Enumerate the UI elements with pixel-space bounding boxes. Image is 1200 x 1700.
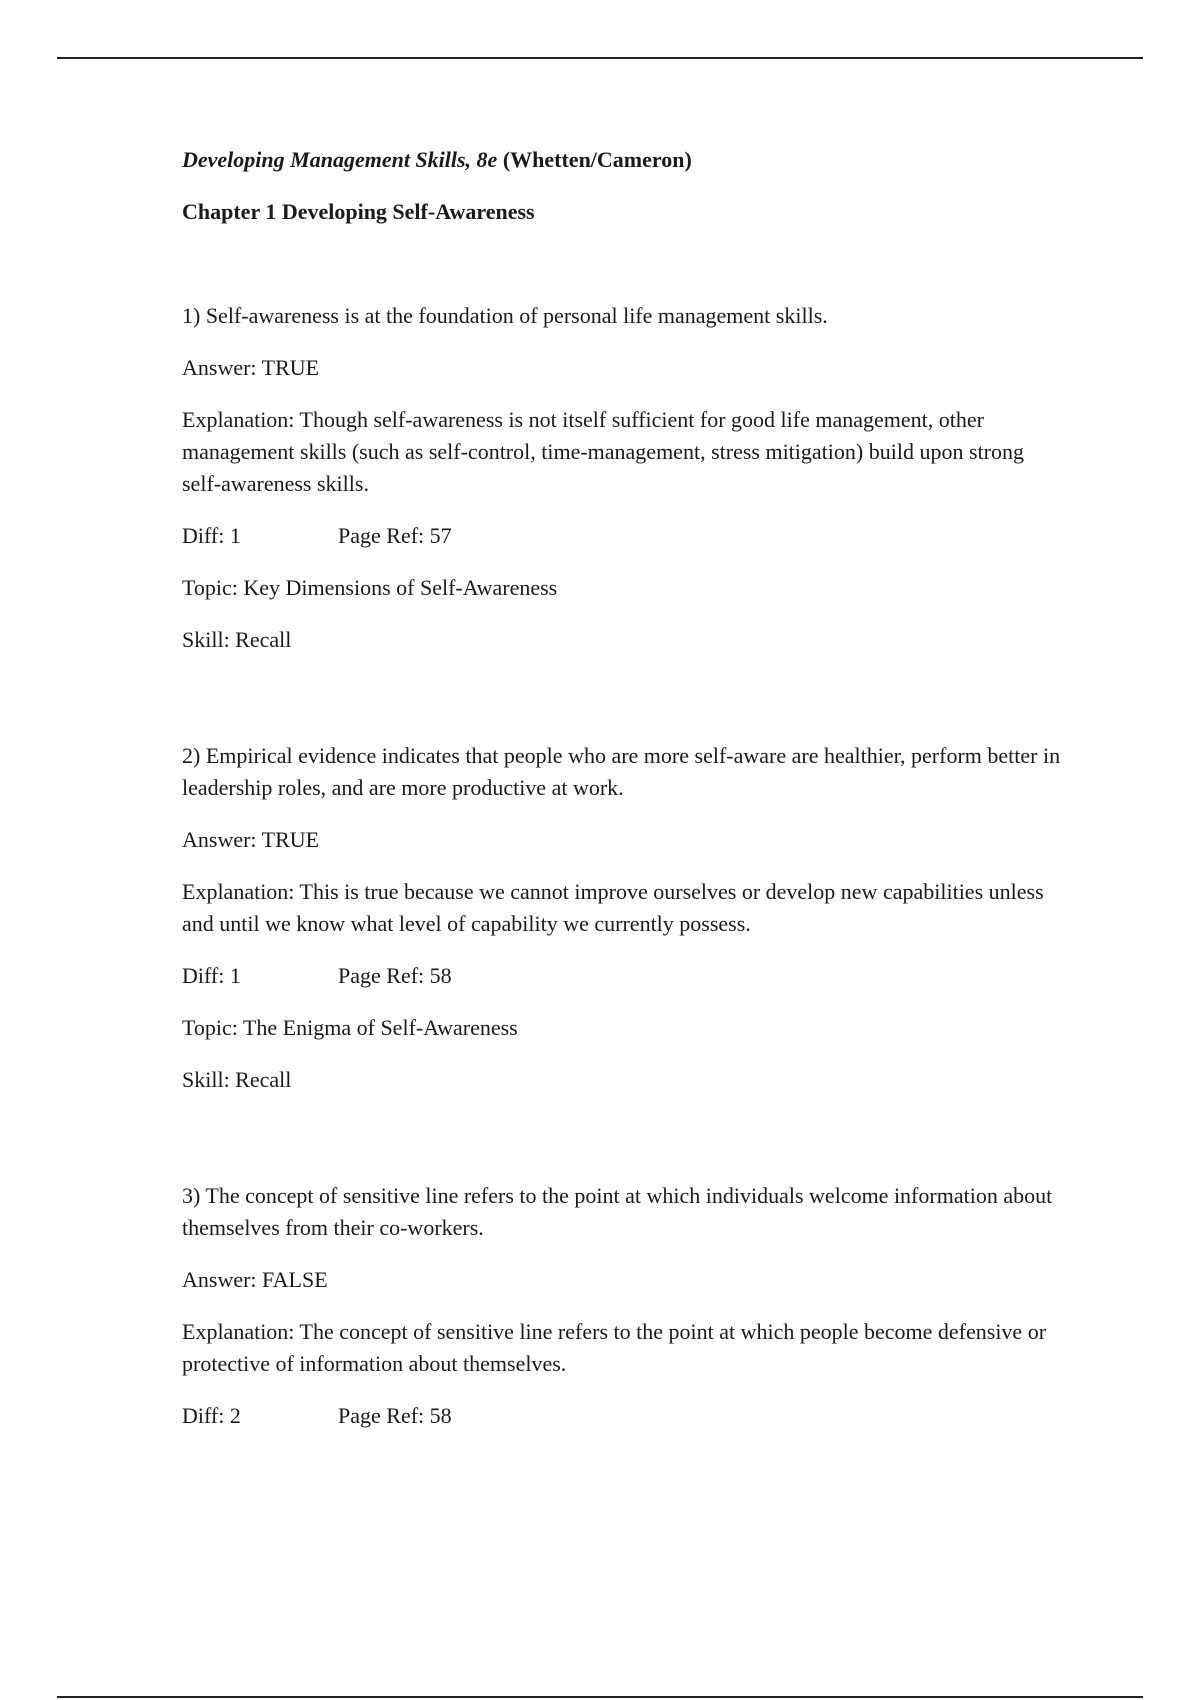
question-meta-row (182, 960, 1062, 992)
question-explanation: Explanation: The concept of sensitive line refers to the point at which people become defensive or protective of information about themselves. (182, 1319, 1047, 1376)
question-topic: Topic: Key Dimensions of Self-Awareness (182, 575, 558, 600)
question-skill: Skill: Recall (182, 1067, 292, 1092)
question-page-ref: Page Ref: 58 (338, 1403, 452, 1428)
question-answer: Answer: TRUE (182, 355, 320, 380)
question-answer: Answer: TRUE (182, 827, 320, 852)
top-rule (57, 57, 1143, 59)
question-stem: 2) Empirical evidence indicates that people who are more self-aware are healthier, perform better in leadership roles, and are more productive at work. (182, 743, 1061, 800)
question-explanation: Explanation: This is true because we cannot improve ourselves or develop new capabilities unless and until we know what level of capability we currently possess. (182, 879, 1044, 936)
question-skill: Skill: Recall (182, 627, 292, 652)
question-3 (182, 1180, 1062, 1432)
bottom-rule (57, 1696, 1143, 1698)
question-explanation: Explanation: Though self-awareness is not itself sufficient for good life management, other management skills (such as self-control, time-management, stress mitigation) build upon strong self-awareness skills. (182, 407, 1024, 496)
book-authors: (Whetten/Cameron) (502, 147, 692, 172)
book-title: Developing Management Skills, 8e (182, 147, 498, 172)
question-meta-row (182, 520, 1062, 552)
question-page-ref: Page Ref: 58 (338, 963, 452, 988)
question-answer: Answer: FALSE (182, 1267, 328, 1292)
question-meta-row (182, 1400, 1062, 1432)
question-difficulty: Diff: 2 (182, 1403, 241, 1428)
question-page-ref: Page Ref: 57 (338, 523, 452, 548)
question-2 (182, 740, 1062, 1096)
question-difficulty: Diff: 1 (182, 963, 241, 988)
chapter-heading: Chapter 1 Developing Self-Awareness (182, 199, 535, 224)
question-1 (182, 300, 1062, 656)
document-title (182, 144, 1062, 176)
question-topic: Topic: The Enigma of Self-Awareness (182, 1015, 518, 1040)
question-stem: 3) The concept of sensitive line refers to the point at which individuals welcome information about themselves from their co-workers. (182, 1183, 1053, 1240)
document-content (182, 144, 1062, 1432)
question-stem: 1) Self-awareness is at the foundation of personal life management skills. (182, 303, 828, 328)
question-difficulty: Diff: 1 (182, 523, 241, 548)
